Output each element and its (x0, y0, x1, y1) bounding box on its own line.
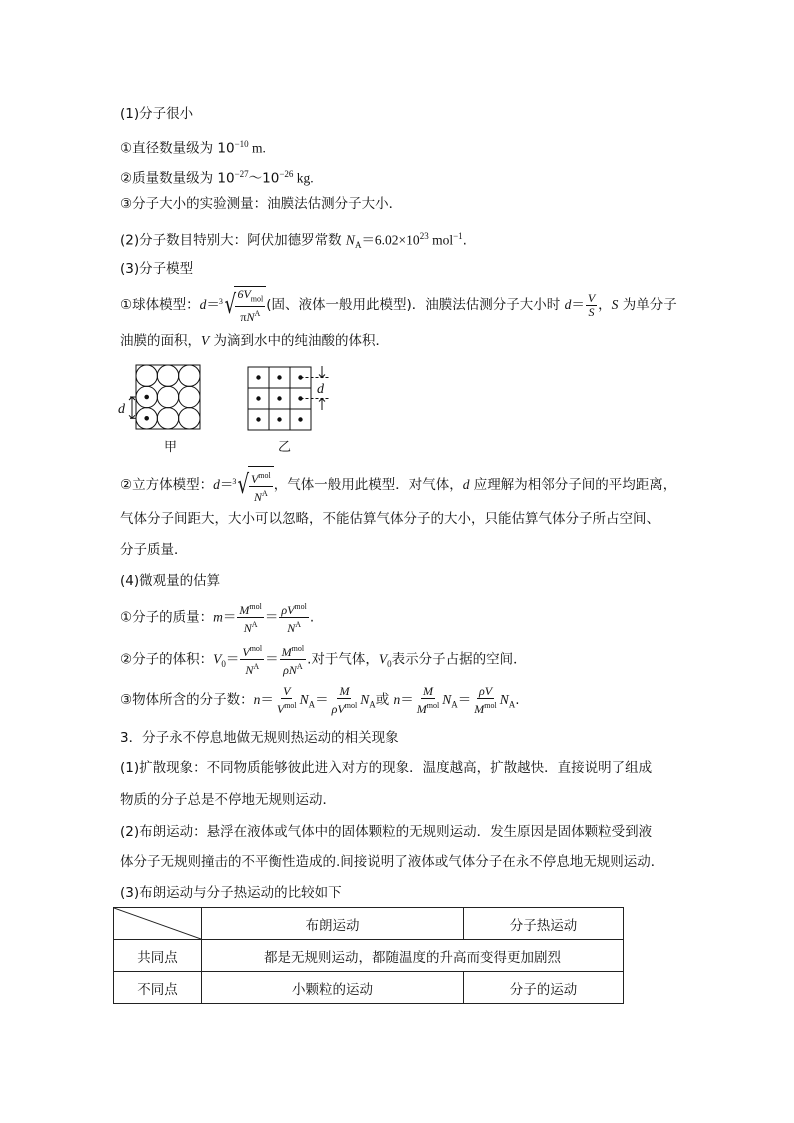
cube-model-line: ②立方体模型：d＝ 3 √ $\frac{V^{mol}}{N^A}$ ，气体一般用此模型．对气体，d 应理解为相邻分子间的平均距离， (120, 466, 676, 504)
table-cell: 都是无规则运动，都随温度的升高而变得更加剧烈 (202, 940, 624, 972)
diffusion-line1: (1)扩散现象：不同物质能够彼此进入对方的现象．温度越高，扩散越快．直接说明了组成 (120, 760, 653, 776)
section-4-title: (4)微观量的估算 (120, 573, 221, 589)
diameter-line: ①直径数量级为 $10^{-10}$ m. (120, 139, 266, 157)
section-1-title: (1)分子很小 (120, 106, 194, 122)
sphere-root: 3 √ $\frac{6V_{mol}}{\pi N^A}$ (220, 286, 266, 324)
molecule-volume-line: ②分子的体积：$V_0=$ $\frac{V^{mol}}{N^A}$ ＝ $\frac{M^{mol}}{\rho N^A}$ .对于气体，$V_0$表示分子占据的空间． (120, 644, 527, 677)
molecule-model-figure (112, 360, 352, 460)
table-header-row (114, 908, 624, 940)
table-cell: 小颗粒的运动 (202, 972, 464, 1004)
table-row-head: 不同点 (114, 972, 202, 1004)
table-col-thermal: 分子热运动 (464, 908, 624, 940)
table-row (114, 940, 624, 972)
brownian-line2: 体分子无规则撞击的不平衡性造成的.间接说明了液体或气体分子在永不停息地无规则运动． (120, 854, 665, 870)
mass-line: ②质量数量级为 $10^{-27}\sim 10^{-26}$ kg. (120, 169, 314, 187)
cube-model-line2: 气体分子间距大，大小可以忽略，不能估算气体分子的大小，只能估算气体分子所占空间、 (120, 511, 660, 527)
table-col-brownian: 布朗运动 (202, 908, 464, 940)
cube-model-diagram (248, 366, 330, 430)
cube-root: 3 √ $\frac{V^{mol}}{N^A}$ (233, 466, 273, 504)
compare-title: (3)布朗运动与分子热运动的比较如下 (120, 885, 342, 901)
brownian-line1: (2)布朗运动：悬浮在液体或气体中的固体颗粒的无规则运动．发生原因是固体颗粒受到液 (120, 824, 653, 840)
table-row-head: 共同点 (114, 940, 202, 972)
sphere-model-line2: 油膜的面积，V 为滴到水中的纯油酸的体积． (120, 333, 390, 349)
diagonal-line (114, 908, 201, 939)
figure-label-right: 乙 (278, 440, 292, 455)
section-3-title: (3)分子模型 (120, 261, 194, 277)
sphere-model-diagram (129, 365, 200, 429)
diffusion-line2: 物质的分子总是不停地无规则运动． (120, 792, 336, 808)
section-3-heading: 3．分子永不停息地做无规则热运动的相关现象 (120, 730, 399, 746)
table-row (114, 972, 624, 1004)
avogadro-line: (2)分子数目特别大：阿伏加德罗常数 $N_A=6.02\times 10^{23}$ mol$^{-1}$. (120, 231, 467, 251)
cube-model-line3: 分子质量． (120, 542, 188, 558)
table-corner-cell (114, 908, 202, 940)
sphere-model-line: ①球体模型：d＝ 3 √ $\frac{6V_{mol}}{\pi N^A}$ (固、液体一般用此模型)．油膜法估测分子大小时 d＝ $\frac{V}{S}$ ，S 为单分子 (120, 287, 677, 324)
figure-label-left: 甲 (164, 440, 178, 455)
cube-d-label: d (317, 382, 324, 397)
table-cell: 分子的运动 (464, 972, 624, 1004)
molecule-count-line: ③物体所含的分子数：n＝ $\frac{V}{V^{mol}}$ $N_A=$ $\frac{M}{\rho V^{mol}}$ $N_A$或 n＝ $\frac{M}{M^{mol}}$ $N_A=$ $\frac{\rho V}{M^{mol}}$ $N_A$. (120, 683, 520, 716)
measure-line: ③分子大小的实验测量：油膜法估测分子大小． (120, 196, 403, 212)
comparison-table (113, 907, 624, 1004)
molecule-mass-line: ①分子的质量：m＝ $\frac{M^{mol}}{N^A}$ ＝ $\frac{\rho V^{mol}}{N^A}$ . (120, 602, 315, 635)
sphere-d-label: d (118, 402, 125, 417)
